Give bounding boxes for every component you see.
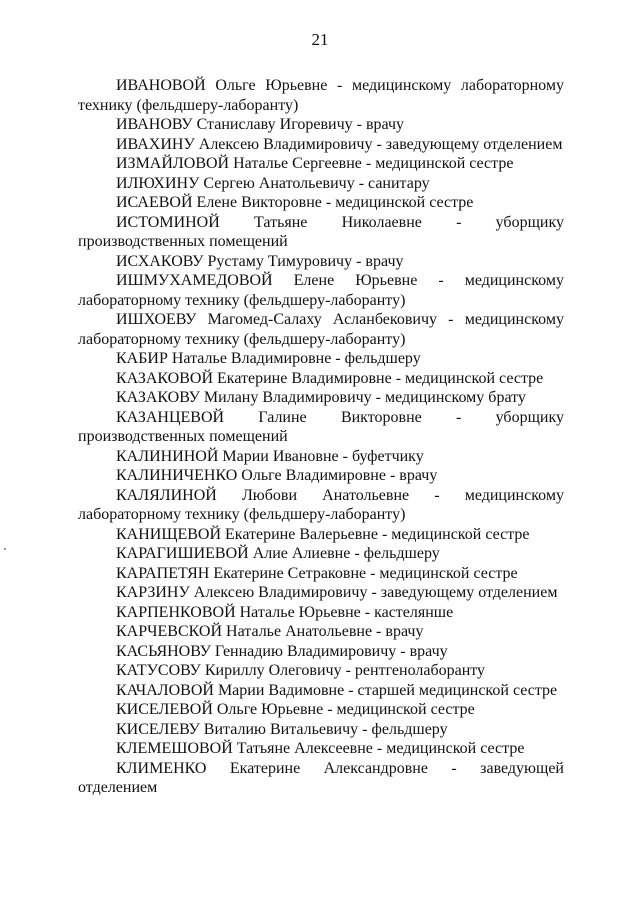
page-number: 21 (311, 30, 329, 49)
list-entry: КАРАПЕТЯН Екатерине Сетраковне - медицинской сестре (116, 564, 518, 582)
list-entry: ИВАНОВУ Станиславу Игоревичу - врачу (116, 116, 405, 133)
list-entry: КАРПЕНКОВОЙ Наталье Юрьевне - кастелянше (116, 603, 454, 621)
list-entry: КАБИР Наталье Владимировне - фельдшеру (116, 350, 421, 367)
list-entry: ИВАХИНУ Алексею Владимировичу - заведующему отделением (116, 135, 563, 153)
list-entry: КЛИМЕНКО Екатерине Александровне - заведующей отделением (78, 759, 564, 796)
list-entry: ИСАЕВОЙ Елене Викторовне - медицинской сестре (116, 194, 474, 211)
list-entry: КЛЕМЕШОВОЙ Татьяне Алексеевне - медицинской сестре (116, 740, 525, 757)
list-entry: ИЛЮХИНУ Сергею Анатольевичу - санитару (116, 174, 430, 192)
list-entry: КАЛИНИНОЙ Марии Ивановне - буфетчику (116, 447, 424, 465)
list-entry: ИШХОЕВУ Магомед-Салаху Асланбековичу - медицинскому лабораторному технику (фельдшеру-лаборанту) (78, 311, 564, 348)
list-entry: ИЗМАЙЛОВОЙ Наталье Сергеевне - медицинской сестре (116, 155, 514, 172)
list-entry: КАЛЯЛИНОЙ Любови Анатольевне - медицинскому лабораторному технику (фельдшеру-лаборанту) (78, 486, 564, 523)
list-entry: КАЛИНИЧЕНКО Ольге Владимировне - врачу (116, 467, 438, 484)
list-entry: КАЗАНЦЕВОЙ Галине Викторовне - уборщику производственных помещений (78, 408, 564, 445)
margin-mark (4, 548, 6, 550)
list-entry: ИШМУХАМЕДОВОЙ Елене Юрьевне - медицинскому лабораторному технику (фельдшеру-лаборанту) (78, 272, 564, 309)
list-entry: КАСЬЯНОВУ Геннадию Владимировичу - врачу (116, 642, 448, 660)
list-entry: ИВАНОВОЙ Ольге Юрьевне - медицинскому лабораторному технику (фельдшеру-лаборанту) (78, 77, 564, 114)
list-entry: КАЗАКОВУ Милану Владимировичу - медицинскому брату (116, 389, 526, 406)
list-entry: КАЗАКОВОЙ Екатерине Владимировне - медицинской сестре (116, 369, 544, 387)
award-list (78, 76, 564, 798)
list-entry: КИСЕЛЕВУ Виталию Витальевичу - фельдшеру (116, 720, 448, 738)
list-entry: КАТУСОВУ Кириллу Олеговичу - рентгенолаборанту (116, 662, 486, 679)
list-entry: ИСТОМИНОЙ Татьяне Николаевне - уборщику производственных помещений (78, 213, 564, 250)
list-entry: ИСХАКОВУ Рустаму Тимуровичу - врачу (116, 252, 404, 270)
list-entry: КАНИЩЕВОЙ Екатерине Валерьевне - медицинской сестре (116, 525, 530, 543)
list-entry: КАРАГИШИЕВОЙ Алие Алиевне - фельдшеру (116, 545, 440, 562)
list-entry: КАРЧЕВСКОЙ Наталье Анатольевне - врачу (116, 623, 424, 640)
list-entry: КАРЗИНУ Алексею Владимировичу - заведующему отделением (116, 584, 558, 601)
list-entry: КАЧАЛОВОЙ Марии Вадимовне - старшей медицинской сестре (116, 681, 558, 699)
list-entry: КИСЕЛЕВОЙ Ольге Юрьевне - медицинской сестре (116, 701, 475, 718)
